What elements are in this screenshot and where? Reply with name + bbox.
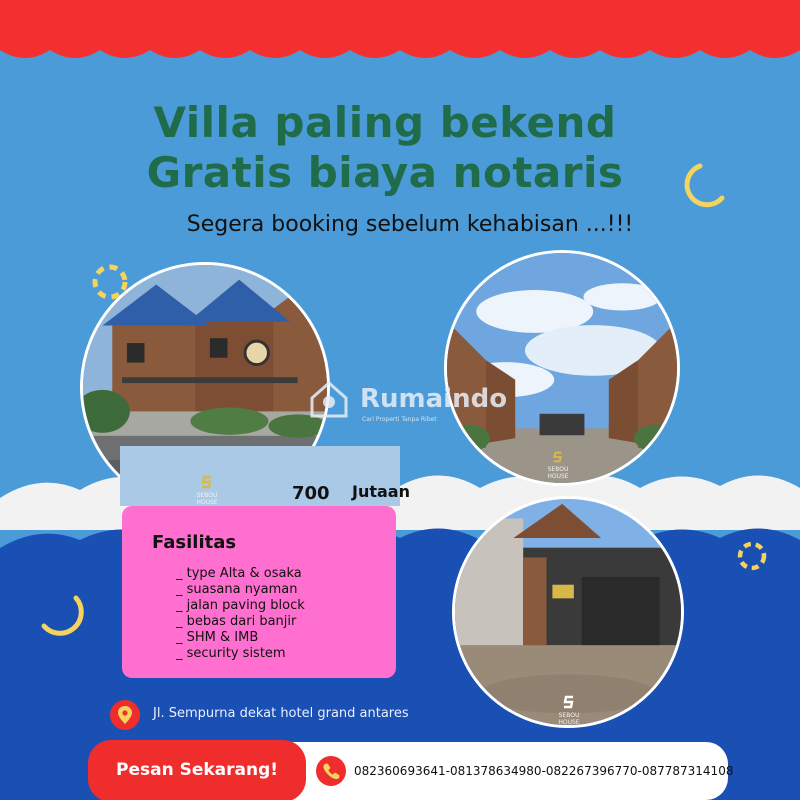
order-now-button[interactable]: Pesan Sekarang! [88,740,306,800]
headline-line-2: Gratis biaya notaris [146,148,624,197]
moon-decoration-icon [38,592,84,638]
dashed-circle-decoration-icon [734,538,770,574]
facilities-title: Fasilitas [152,532,237,553]
logo-text: SEBOU HOUSE [547,466,569,480]
facility-item: _ jalan paving block [176,598,305,613]
watermark-tagline: Cari Properti Tanpa Ribet [362,416,437,423]
facility-item: _ bebas dari banjir [176,614,297,629]
sebou-house-logo [551,694,587,726]
sebou-house-logo [192,474,222,506]
headline [0,98,770,198]
headline-line-1: Villa paling bekend [153,98,617,147]
watermark-brand: Rumaindo [360,384,508,414]
address-text: Jl. Sempurna dekat hotel grand antares [153,706,409,721]
sebou-house-logo [540,450,576,480]
s-logo-icon [561,694,577,710]
facilities-list [176,566,305,662]
price-value: 700 [292,483,330,504]
facility-item: _ type Alta & osaka [176,566,302,581]
subheadline: Segera booking sebelum kehabisan ...!!! [186,212,634,237]
s-logo-icon [551,450,565,464]
location-pin-icon [110,700,140,730]
logo-text: SEBOU HOUSE [196,492,218,506]
facility-item: _ SHM & IMB [176,630,259,645]
s-logo-icon [199,474,215,490]
facility-item: _ suasana nyaman [176,582,298,597]
phone-badge [316,756,346,786]
rumaindo-logo-icon [308,378,350,420]
location-badge [110,700,140,730]
facility-item: _ security sistem [176,646,286,661]
logo-text: SEBOU HOUSE [558,712,580,726]
phone-icon [316,756,346,786]
price-unit: Jutaan [352,482,410,501]
phone-numbers[interactable]: 082360693641-081378634980-082267396770-087787314108 [354,764,734,778]
